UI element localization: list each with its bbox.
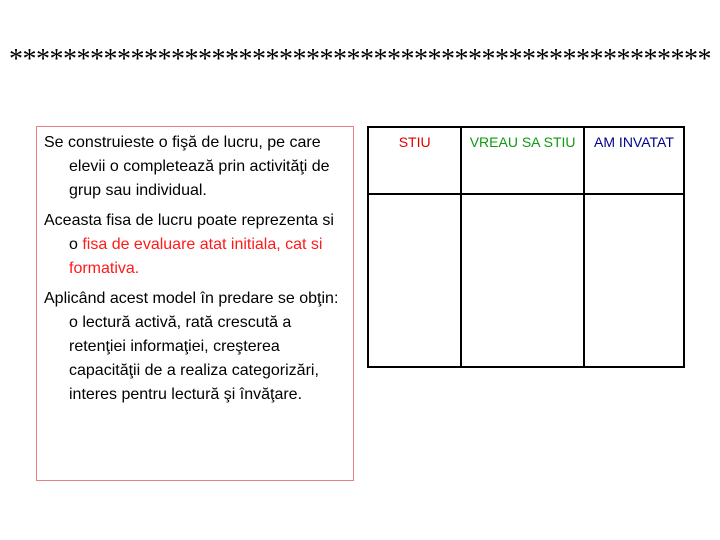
paragraph-1: Se construieste o fişă de lucru, pe care elevii o completează prin activităţi de grup sau individual. <box>44 134 330 199</box>
paragraph-2-highlight: fisa de evaluare atat initiala, cat si formativa. <box>69 236 323 277</box>
paragraph-2 <box>44 209 347 281</box>
kwl-table <box>367 126 685 368</box>
text-box <box>36 126 354 481</box>
paragraph-3: Aplicând acest model în predare se obţin: o lectură activă, rată crescută a retenţiei informaţiei, creşterea capacităţii de a realiza categorizări, interes pentru lectură şi învăţare. <box>44 290 339 403</box>
table-row <box>368 194 684 367</box>
table-header-row <box>368 127 684 194</box>
header-stiu: STIU <box>368 127 461 194</box>
paragraph-2-text: Aceasta fisa de lucru poate reprezenta si o <box>44 212 334 253</box>
cell-am-invatat <box>584 194 684 367</box>
cell-stiu <box>368 194 461 367</box>
title-asterisks: **************************************************** <box>9 44 711 75</box>
cell-vreau-sa-stiu <box>461 194 584 367</box>
header-am-invatat: AM INVATAT <box>584 127 684 194</box>
header-vreau-sa-stiu: VREAU SA STIU <box>461 127 584 194</box>
